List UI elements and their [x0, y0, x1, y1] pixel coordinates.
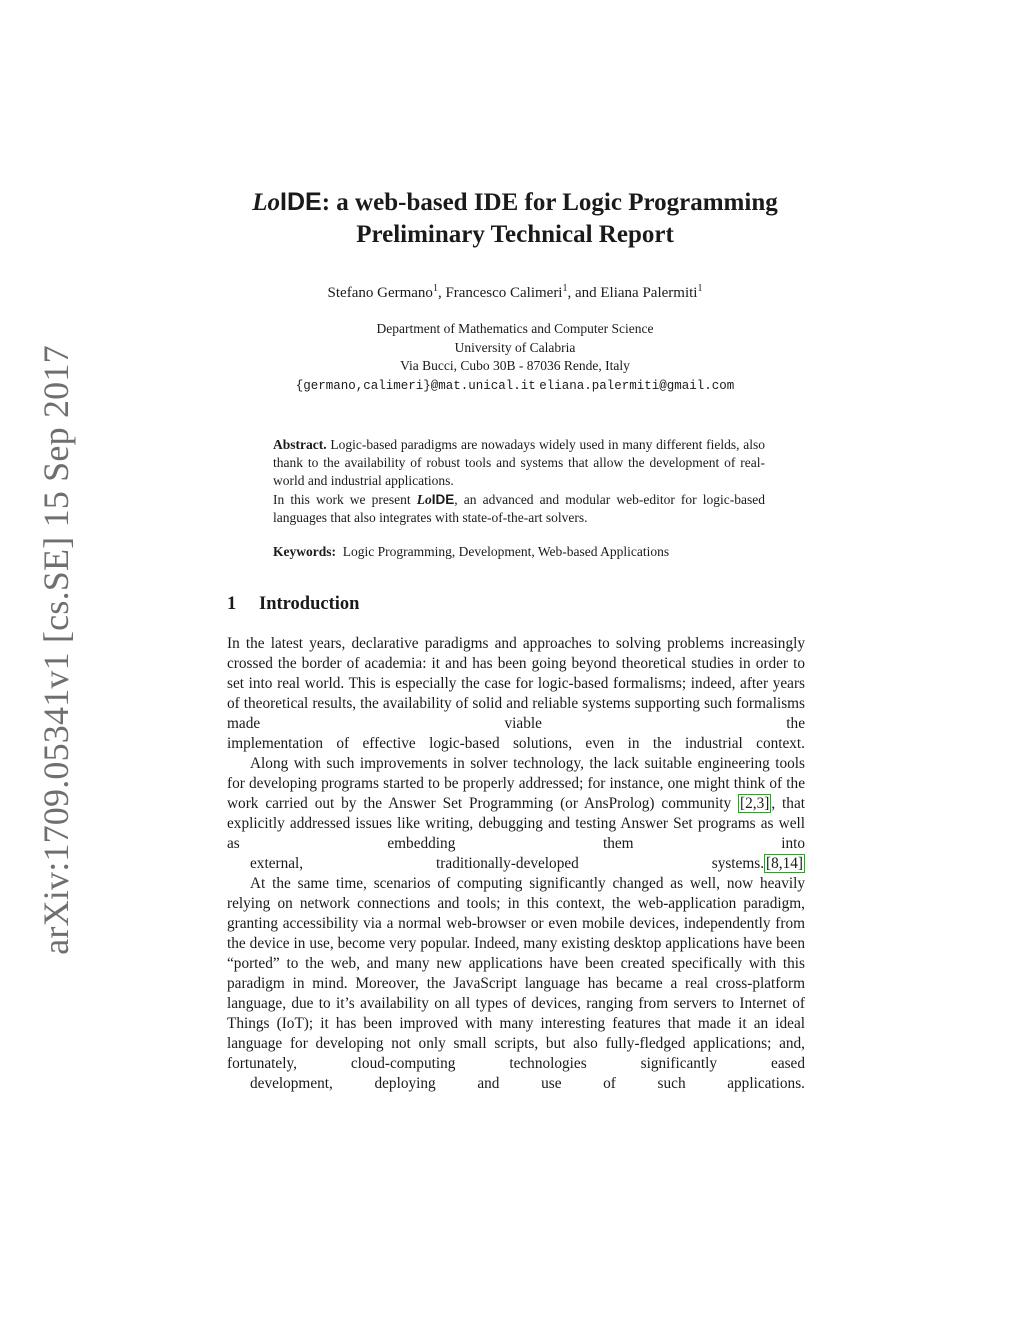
- email-1: {germano,calimeri}@mat.unical.it: [295, 378, 536, 393]
- keywords-text: Logic Programming, Development, Web-based Applications: [342, 544, 670, 559]
- author-list: [150, 283, 880, 302]
- paragraph-1-last-line: implementation of effective logic-based solutions, even in the industrial context.: [227, 735, 805, 752]
- abstract-paragraph-2: [273, 491, 765, 527]
- affiliation-address: Via Bucci, Cubo 30B - 87036 Rende, Italy: [400, 358, 630, 373]
- paragraph-2-text-b: , that explicitly addressed issues like writing, debugging and testing Answer Set programs as well as embedding them into: [227, 795, 805, 852]
- affiliation-university: University of Calabria: [454, 339, 576, 355]
- paragraph-3: [227, 874, 805, 1094]
- affiliation-block: [150, 320, 880, 395]
- affiliation-emails: [150, 376, 880, 396]
- title-line-1-rest: : a web-based IDE for Logic Programming: [321, 189, 778, 216]
- abstract-logo-ide: IDE: [431, 491, 455, 507]
- abstract-text-1: Logic-based paradigms are nowadays widely used in many different fields, also thank to the availability of robust tools and systems that allow the development of real-world and industrial applications.: [273, 437, 766, 489]
- section-title: Introduction: [259, 594, 360, 614]
- paragraph-2-last-text: external, traditionally-developed systems.: [250, 855, 765, 872]
- abstract-text-2-post: , an advanced and modular web-editor for logic-based languages that also integrates with state-of-the-art solvers.: [273, 491, 765, 525]
- title-logo-ide: IDE: [280, 188, 322, 216]
- abstract-label: Abstract.: [273, 437, 327, 452]
- paragraph-1-text: In the latest years, declarative paradigms and approaches to solving problems increasingly crossed the border of academia: it and has been going beyond theoretical studies in order to set into real world. This is especially the case for logic-based formalisms; indeed, after years of theoretical results, the availability of solid and reliable systems supporting such formalisms made viable the: [227, 635, 805, 732]
- section-number: 1: [227, 594, 237, 614]
- paragraph-2-last-line: [227, 854, 805, 874]
- abstract-paragraph-1: [273, 436, 765, 491]
- section-heading: [227, 594, 359, 615]
- section-body: [227, 634, 805, 1094]
- keywords: [273, 544, 773, 560]
- author-2-affil: 1: [562, 283, 568, 294]
- citation-link-2-3[interactable]: [2,3]: [740, 795, 770, 812]
- email-2: eliana.palermiti@gmail.com: [539, 378, 735, 393]
- abstract-logo-lo: Lo: [416, 491, 432, 507]
- title-line-2: Preliminary Technical Report: [356, 221, 674, 248]
- abstract-text-2-pre: In this work we present: [273, 491, 411, 507]
- paragraph-3-text: At the same time, scenarios of computing significantly changed as well, now heavily relying on network connections and tools; in this context, the web-application paradigm, granting accessibility via a normal web-browser or even mobile devices, independently from the device in use, become very popular. Indeed, many existing desktop applications have been “ported” to the web, and many new applications have been created specifically with this paradigm in mind. Moreover, the JavaScript language has became a real cross-platform language, due to it’s availability on all types of devices, ranging from servers to Internet of Things (IoT); it has been improved with many interesting features that made it an ideal language for developing not only small scripts, but also fully-fledged applications; and, fortunately, cloud-computing technologies significantly eased: [227, 875, 805, 1072]
- paper-title: [150, 186, 880, 251]
- keywords-label: Keywords:: [273, 544, 336, 559]
- paragraph-2-text-a: Along with such improvements in solver technology, the lack suitable engineering tools for developing programs started to be properly addressed; for instance, one might think of the work carried out by the Answer Set Programming (or AnsProlog) community: [227, 755, 805, 812]
- affiliation-department: Department of Mathematics and Computer Science: [376, 321, 654, 336]
- title-line-1: [150, 186, 880, 219]
- title-logo-lo: Lo: [252, 189, 281, 216]
- author-3-affil: 1: [697, 283, 703, 294]
- citation-link-8-14[interactable]: [8,14]: [766, 855, 803, 872]
- paragraph-2: [227, 754, 805, 874]
- author-1-affil: 1: [432, 283, 438, 294]
- author-2: , Francesco Calimeri: [437, 285, 563, 301]
- author-3: , and Eliana Palermiti: [567, 285, 698, 301]
- author-1: Stefano Germano: [327, 285, 433, 301]
- abstract: [273, 436, 765, 527]
- arxiv-identifier-stamp: arXiv:1709.05341v1 [cs.SE] 15 Sep 2017: [36, 345, 76, 955]
- paragraph-1: [227, 634, 805, 754]
- paragraph-3-last-line: development, deploying and use of such applications.: [250, 1075, 805, 1092]
